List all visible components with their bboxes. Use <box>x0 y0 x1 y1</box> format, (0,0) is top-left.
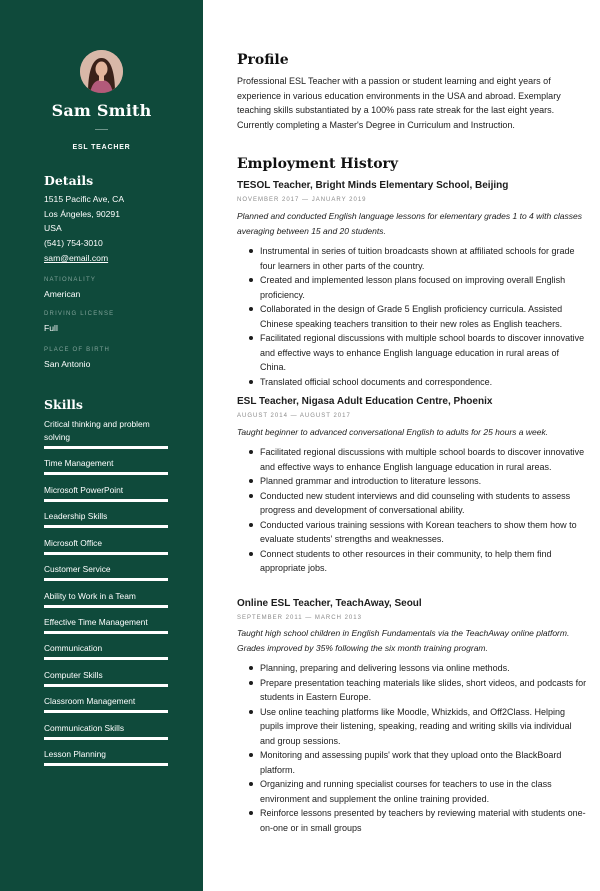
skill-item: Effective Time Management <box>44 617 148 627</box>
skill-item: Microsoft PowerPoint <box>44 485 124 495</box>
skill-bar <box>44 763 168 766</box>
list-item: Use online teaching platforms like Moodle, Whizkids, and Off2Class. Helping pupils improve their listening, speaking, reading and writing skills via individual and group sessions. <box>237 705 587 749</box>
job-summary-3: Taught high school children in English Fundamentals via the TeachAway online platform. Grades improved by 35% following the six month training program. <box>237 628 570 653</box>
profile-text: Professional ESL Teacher with a passion or student learning and eight years of experience in various education environments in the USA and abroad. Exemplary teaching skills substantiated by a 100% pass rate streak for the last eight years. Currently completing a Master's Degree in Curriculum and Instruction. <box>237 76 561 130</box>
job-title-2: ESL Teacher, Nigasa Adult Education Centre, Phoenix <box>237 396 493 407</box>
skill-bar <box>44 472 168 475</box>
list-item: Translated official school documents and correspondence. <box>237 375 587 390</box>
skill-bar <box>44 710 168 713</box>
nationality-label: NATIONALITY <box>44 277 97 283</box>
skill-item: Microsoft Office <box>44 538 103 548</box>
skill-bar <box>44 657 168 660</box>
profile-heading: Profile <box>237 52 289 68</box>
list-item: Connect students to other resources in their community, to help them find appropriate jobs. <box>237 547 587 576</box>
skills-heading: Skills <box>44 397 83 412</box>
employment-heading: Employment History <box>237 156 399 172</box>
list-item: Facilitated regional discussions with multiple school boards to discover innovative and effective ways to enhance English language education in rural areas. <box>237 445 587 474</box>
skill-bar <box>44 737 168 740</box>
skill-item: Customer Service <box>44 564 111 574</box>
list-item: Planned grammar and introduction to literature lessons. <box>237 474 587 489</box>
sidebar <box>0 0 203 891</box>
skill-bar <box>44 631 168 634</box>
skill-bar <box>44 446 168 449</box>
list-item: Reinforce lessons presented by teachers by reviewing material with students one-on-one or in small groups <box>237 806 587 835</box>
birth-value: San Antonio <box>44 359 91 369</box>
name-divider <box>95 129 108 130</box>
job-bullets-1 <box>237 244 587 389</box>
address-line1: 1515 Pacific Ave, CA <box>44 194 125 204</box>
skill-item: Communication <box>44 643 103 653</box>
skill-item: Computer Skills <box>44 670 103 680</box>
skill-bar <box>44 552 168 555</box>
skill-bar <box>44 684 168 687</box>
list-item: Conducted various training sessions with Korean teachers to show them how to evaluate students' strengths and weaknesses. <box>237 518 587 547</box>
list-item: Planning, preparing and delivering lessons via online methods. <box>237 661 587 676</box>
job-bullets-3 <box>237 661 587 835</box>
avatar <box>80 50 123 93</box>
job-dates-2: AUGUST 2014 — AUGUST 2017 <box>237 413 351 419</box>
details-heading: Details <box>44 173 94 188</box>
job-title-1: TESOL Teacher, Bright Minds Elementary School, Beijing <box>237 180 509 191</box>
list-item: Created and implemented lesson plans focused on improving overall English proficiency. <box>237 273 587 302</box>
skill-bar <box>44 499 168 502</box>
list-item: Facilitated regional discussions with multiple school boards to discover innovative and effective ways to enhance English language education in rural areas of China. <box>237 331 587 375</box>
phone: (541) 754-3010 <box>44 238 103 248</box>
job-dates-3: SEPTEMBER 2011 — MARCH 2013 <box>237 615 362 621</box>
job-bullets-2 <box>237 445 587 576</box>
job-summary-1: Planned and conducted English language lessons for elementary grades 1 to 4 with classes averaging between 15 and 20 students. <box>237 211 582 236</box>
list-item: Conducted new student interviews and did counseling with students to assess progress and development of conversational ability. <box>237 489 587 518</box>
skill-item: Classroom Management <box>44 696 136 706</box>
address-line2: Los Ángeles, 90291 <box>44 209 120 219</box>
country: USA <box>44 223 62 233</box>
job-title-3: Online ESL Teacher, TeachAway, Seoul <box>237 598 422 609</box>
license-value: Full <box>44 323 58 333</box>
skill-bar <box>44 605 168 608</box>
email-link[interactable]: sam@email.com <box>44 253 109 263</box>
skill-bar <box>44 578 168 581</box>
nationality-value: American <box>44 289 81 299</box>
person-name: Sam Smith <box>51 101 152 120</box>
birth-label: PLACE OF BIRTH <box>44 347 111 353</box>
job-title: ESL TEACHER <box>72 144 131 151</box>
skill-item: Leadership Skills <box>44 511 108 521</box>
skill-bar <box>44 525 168 528</box>
skill-item: Lesson Planning <box>44 749 106 759</box>
skill-item: Critical thinking and problem solving <box>44 419 150 442</box>
skill-item: Communication Skills <box>44 723 125 733</box>
list-item: Collaborated in the design of Grade 5 English proficiency curricula. Assisted Chinese speaking teachers transition to their new roles as English teachers. <box>237 302 587 331</box>
list-item: Organizing and running specialist courses for teachers to use in the class environment and supplement the online training provided. <box>237 777 587 806</box>
license-label: DRIVING LICENSE <box>44 311 115 317</box>
list-item: Monitoring and assessing pupils' work that they upload onto the BlackBoard platform. <box>237 748 587 777</box>
list-item: Instrumental in series of tuition broadcasts shown at affiliated schools for grade four learners in other parts of the country. <box>237 244 587 273</box>
skill-item: Time Management <box>44 458 114 468</box>
skill-item: Ability to Work in a Team <box>44 591 136 601</box>
list-item: Prepare presentation teaching materials like slides, short videos, and podcasts for students in Eastern Europe. <box>237 676 587 705</box>
job-summary-2: Taught beginner to advanced conversational English to adults for 25 hours a week. <box>237 427 549 437</box>
job-dates-1: NOVEMBER 2017 — JANUARY 2019 <box>237 197 367 203</box>
